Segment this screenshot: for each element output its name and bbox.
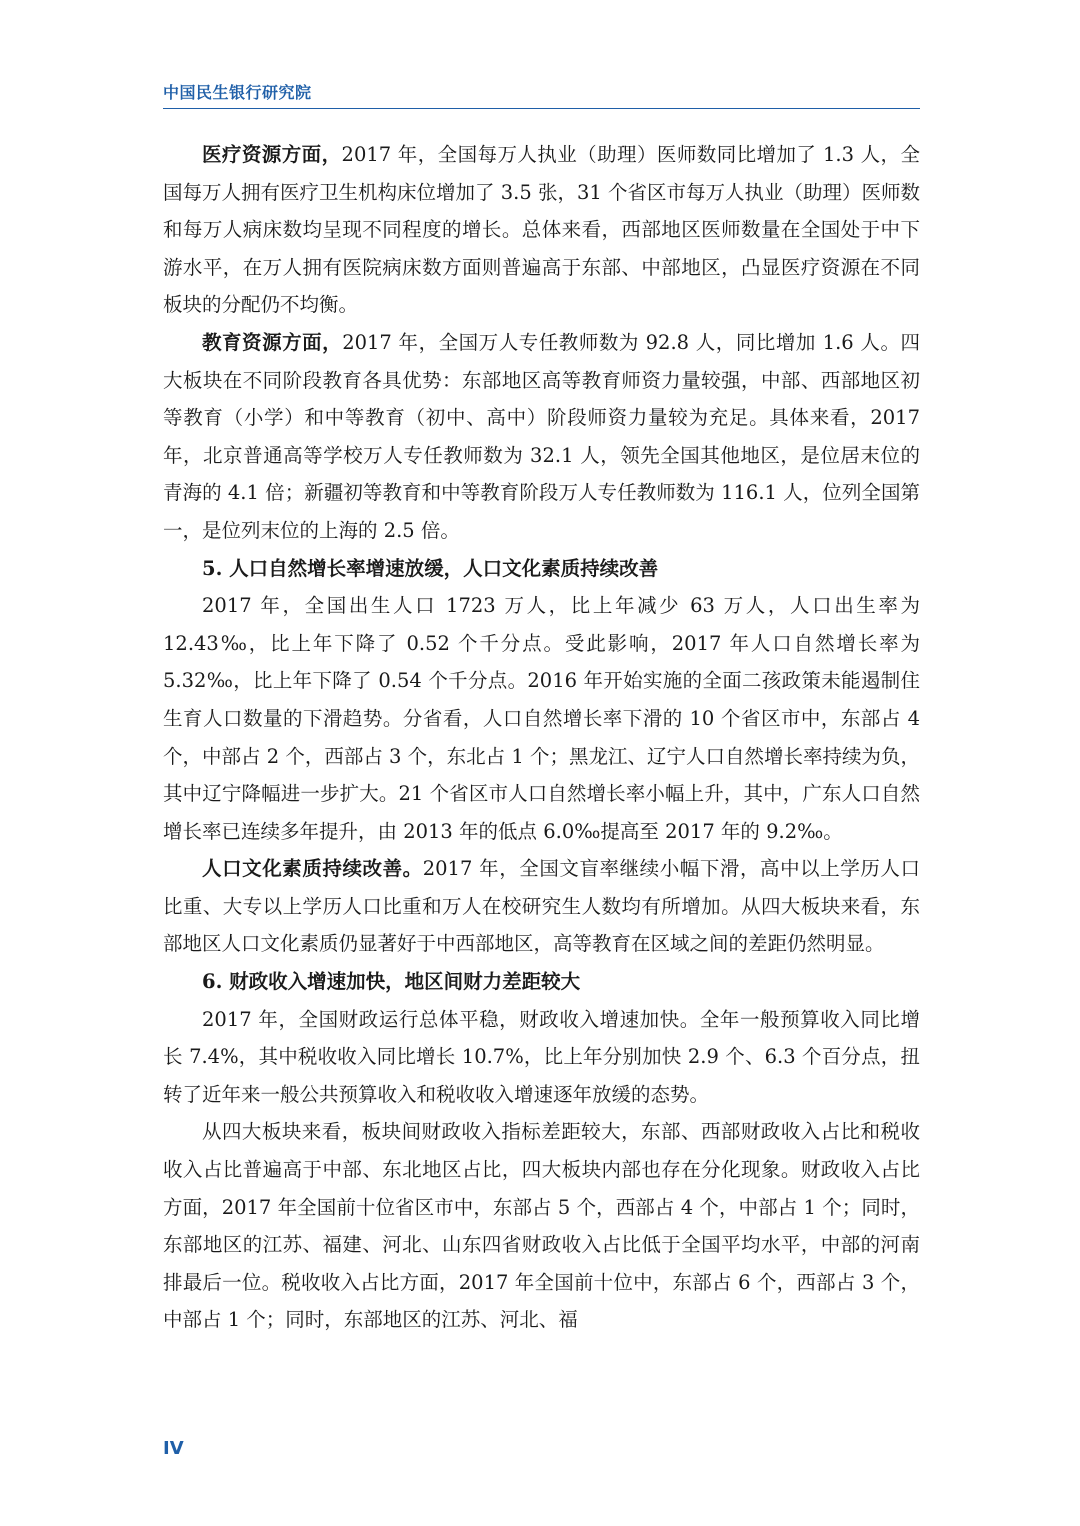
paragraph-text: 2017 年，全国财政运行总体平稳，财政收入增速加快。全年一般预算收入同比增长 7.4%，其中税收收入同比增长 10.7%，比上年分别加快 2.9 个、6.3 个百分点，扭转了近年来一般公共预算收入和税收收入增速逐年放缓的态势。 xyxy=(163,1007,920,1106)
paragraph-lead: 医疗资源方面， xyxy=(202,143,342,166)
paragraph-text: 2017 年，全国文盲率继续小幅下滑，高中以上学历人口比重、大专以上学历人口比重和万人在校研究生人数均有所增加。从四大板块来看，东部地区人口文化素质仍显著好于中西部地区，高等教育在区域之间的差距仍然明显。 xyxy=(163,857,920,956)
section-heading-5: 5. 人口自然增长率增速放缓，人口文化素质持续改善 xyxy=(202,556,659,580)
paragraph-regional-fiscal xyxy=(163,1113,920,1339)
section-heading-6: 6. 财政收入增速加快，地区间财力差距较大 xyxy=(202,970,581,994)
paragraph-lead: 教育资源方面， xyxy=(202,330,343,354)
paragraph-medical-resources xyxy=(163,136,920,324)
paragraph-lead: 人口文化素质持续改善。 xyxy=(202,857,423,881)
paragraph-education-resources xyxy=(163,324,920,550)
paragraph-text: 从四大板块来看，板块间财政收入指标差距较大，东部、西部财政收入占比和税收收入占比普遍高于中部、东北地区占比，四大板块内部也存在分化现象。财政收入占比方面，2017 年全国前十位省区市中，东部占 5 个，西部占 4 个，中部占 1 个；同时，东部地区的江苏、福建、河北、山东四省财政收入占比低于全国平均水平，中部的河南排最后一位。税收收入占比方面，2017 年全国前十位中，东部占 6 个，西部占 3 个，中部占 1 个；同时，东部地区的江苏、河北、福 xyxy=(163,1120,920,1332)
header-title: 中国民生银行研究院 xyxy=(163,83,312,102)
paragraph-text: 2017 年，全国每万人执业（助理）医师数同比增加了 1.3 人，全国每万人拥有医疗卫生机构床位增加了 3.5 张，31 个省区市每万人执业（助理）医师数和每万人病床数均呈现不同程度的增长。总体来看，西部地区医师数量在全国处于中下游水平，在万人拥有医院病床数方面则普遍高于东部、中部地区，凸显医疗资源在不同板块的分配仍不均衡。 xyxy=(163,143,920,317)
paragraph-fiscal-revenue xyxy=(163,1001,920,1114)
paragraph-text: 2017 年，全国万人专任教师数为 92.8 人，同比增加 1.6 人。四大板块在不同阶段教育各具优势：东部地区高等教育师资力量较强，中部、西部地区初等教育（小学）和中等教育（初中、高中）阶段师资力量较为充足。具体来看，2017 年，北京普通高等学校万人专任教师数为 32.1 人，领先全国其他地区，是位居末位的青海的 4.1 倍；新疆初等教育和中等教育阶段万人专任教师数为 116.1 人，位列全国第一，是位列末位的上海的 2.5 倍。 xyxy=(163,330,920,542)
page-number: IV xyxy=(163,1438,184,1459)
paragraph-population-culture xyxy=(163,850,920,963)
page-header xyxy=(163,80,920,109)
body-content xyxy=(163,136,920,1339)
paragraph-text: 2017 年，全国出生人口 1723 万人，比上年减少 63 万人，人口出生率为 12.43‰，比上年下降了 0.52 个千分点。受此影响，2017 年人口自然增长率为 5.32‰，比上年下降了 0.54 个千分点。2016 年开始实施的全面二孩政策未能遏制住生育人口数量的下滑趋势。分省看，人口自然增长率下滑的 10 个省区市中，东部占 4 个，中部占 2 个，西部占 3 个，东北占 1 个；黑龙江、辽宁人口自然增长率持续为负，其中辽宁降幅进一步扩大。21 个省区市人口自然增长率小幅上升，其中，广东人口自然增长率已连续多年提升，由 2013 年的低点 6.0‰提高至 2017 年的 9.2‰。 xyxy=(163,594,920,843)
paragraph-population-growth xyxy=(163,587,920,850)
